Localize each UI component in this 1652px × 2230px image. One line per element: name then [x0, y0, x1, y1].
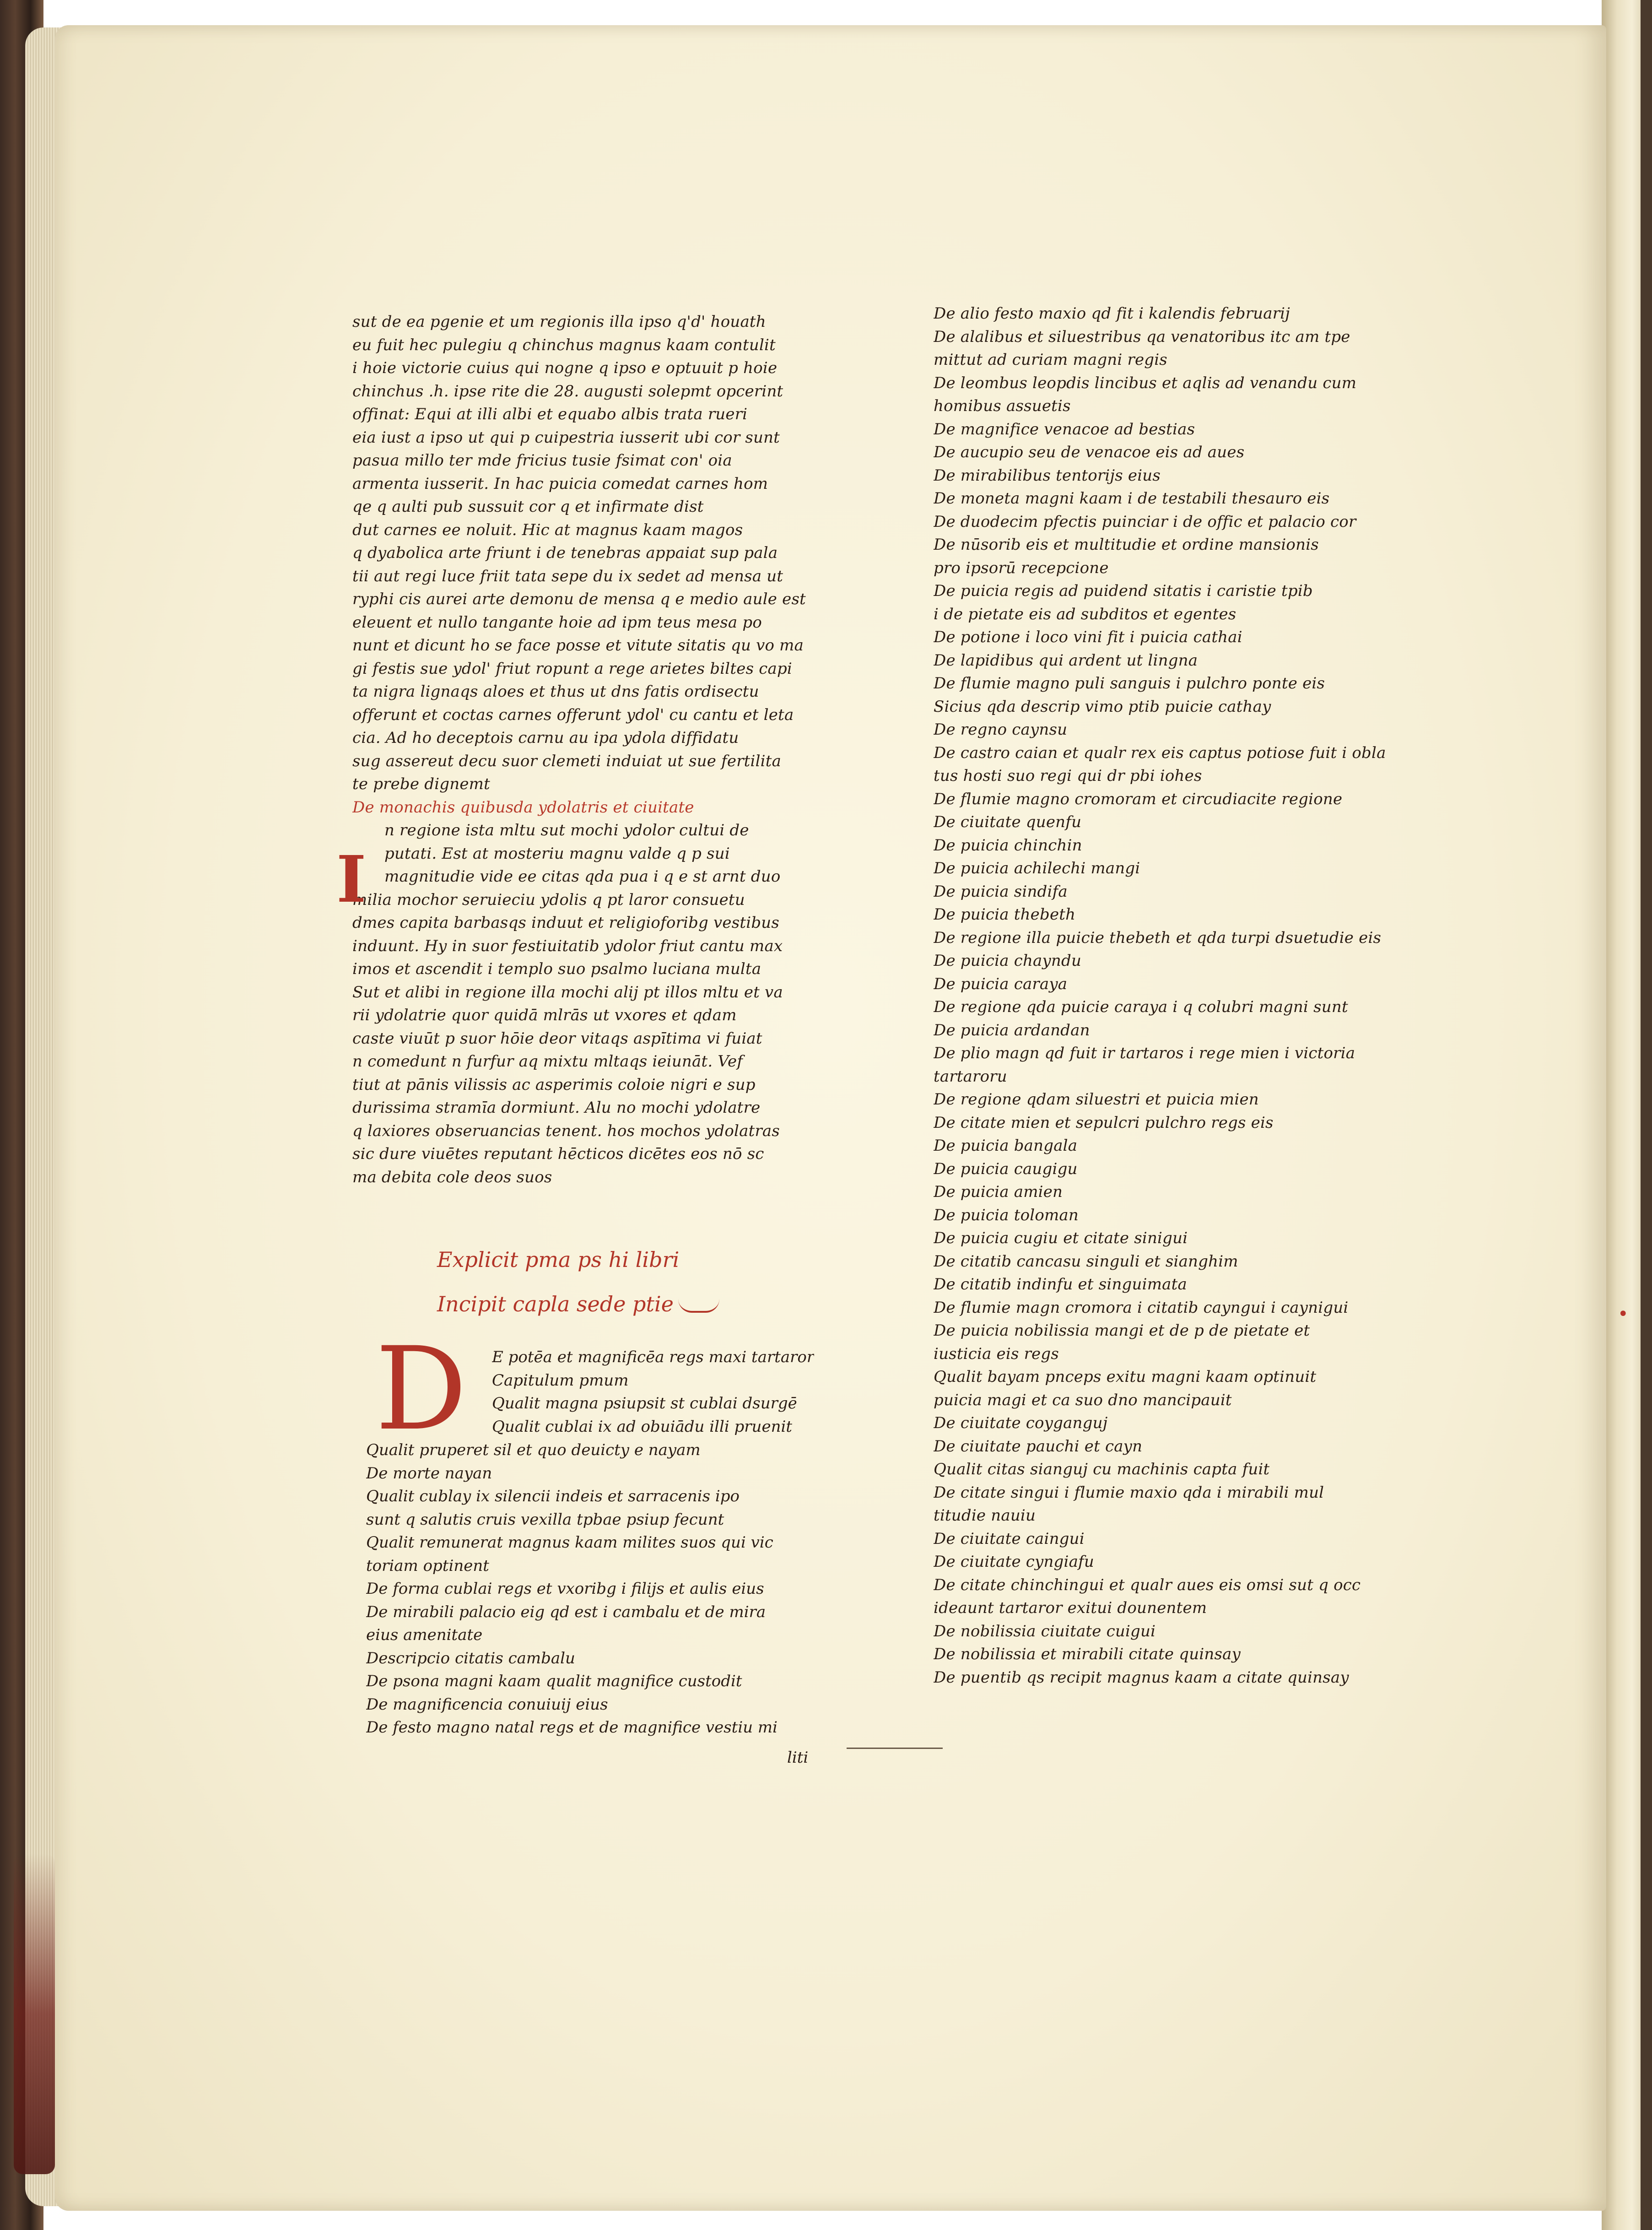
incipit-heading — [437, 1292, 719, 1316]
left-column-text — [352, 310, 851, 1189]
chapter-list-line: De regione illa puicie thebeth et qda turpi dsuetudie eis — [934, 928, 1382, 947]
text-line: offerunt et coctas carnes offerunt ydol' cu cantu et leta — [352, 705, 794, 724]
catchword: liti — [787, 1748, 809, 1767]
chapter-list-line: sunt q salutis cruis vexilla tpbae psiup fecunt — [366, 1510, 724, 1529]
chapter-list-line: De lapidibus qui ardent ut lingna — [934, 651, 1198, 670]
chapter-list-line: tus hosti suo regi qui dr pbi iohes — [934, 767, 1202, 785]
chapter-list-line: De ciuitate cyngiafu — [934, 1553, 1094, 1571]
text-line: putati. Est at mosteriu magnu valde q p sui — [384, 844, 730, 863]
text-line: sut de ea pgenie et um regionis illa ipso q'd' houath — [352, 313, 766, 331]
chapter-list-line: De puicia regis ad puidend sitatis i caristie tpib — [934, 582, 1313, 600]
text-line: te prebe dignemt — [352, 775, 490, 793]
text-line: armenta iusserit. In hac puicia comedat carnes hom — [352, 474, 768, 493]
rubric-heading: De monachis quibusda ydolatris et ciuitate — [352, 798, 694, 817]
chapter-list-line: Qualit bayam pnceps exitu magni kaam optinuit — [934, 1368, 1317, 1386]
chapter-list-line: De ciuitate quenfu — [934, 813, 1082, 831]
chapter-list-line: De aucupio seu de venacoe eis ad aues — [934, 443, 1245, 461]
text-line: ma debita cole deos suos — [352, 1168, 552, 1186]
chapter-list-line: De puicia nobilissia mangi et de p de pietate et — [934, 1321, 1310, 1340]
chapter-list-line: pro ipsorū recepcione — [934, 558, 1109, 577]
text-line: dmes capita barbasqs induut et religioforibg vestibus — [352, 914, 780, 932]
chapter-list-line: Qualit cublay ix silencii indeis et sarracenis ipo — [366, 1487, 740, 1505]
text-line: ryphi cis aurei arte demonu de mensa q e medio aule est — [352, 590, 806, 608]
text-line: q laxiores obseruancias tenent. hos mochos ydolatras — [352, 1121, 780, 1140]
chapter-list-line: De festo magno natal regs et de magnifice vestiu mi — [366, 1718, 778, 1737]
chapter-list-line: De mirabili palacio eig qd est i cambalu et de mira — [366, 1602, 766, 1621]
chapter-list-line: De plio magn qd fuit ir tartaros i rege mien i victoria — [934, 1044, 1355, 1062]
red-initial-d: D — [375, 1322, 467, 1456]
text-line: n regione ista mltu sut mochi ydolor cultui de — [384, 821, 749, 839]
text-line: nunt et dicunt ho se face posse et vitute sitatis qu vo ma — [352, 636, 804, 655]
chapter-list-line: De flumie magno cromoram et circudiacite regione — [934, 790, 1343, 808]
text-line: ta nigra lignaqs aloes et thus ut dns fatis ordisectu — [352, 682, 759, 701]
chapter-list-line: Qualit cublai ix ad obuiādu illi pruenit — [492, 1417, 793, 1436]
chapter-list-line: Descripcio citatis cambalu — [366, 1649, 575, 1667]
explicit-heading: Explicit pma ps hi libri — [437, 1247, 680, 1272]
chapter-list-line: De mirabilibus tentorijs eius — [934, 466, 1161, 485]
chapter-list-line: Capitulum pmum — [492, 1371, 629, 1390]
chapter-list-line: De citate singui i flumie maxio qda i mirabili mul — [934, 1483, 1324, 1502]
text-line: sic dure viuētes reputant hēcticos dicētes eos nō sc — [352, 1145, 764, 1163]
chapter-list-line: De leombus leopdis lincibus et aqlis ad venandu cum — [934, 373, 1357, 392]
chapter-list-line: De puicia cugiu et citate sinigui — [934, 1229, 1188, 1247]
chapter-list-line: De puicia achilechi mangi — [934, 859, 1140, 877]
text-line: q dyabolica arte friunt i de tenebras appaiat sup pala — [352, 544, 778, 562]
chapter-list-line: ideaunt tartaror exitui dounentem — [934, 1599, 1207, 1617]
chapter-list-line: De citate mien et sepulcri pulchro regs eis — [934, 1113, 1274, 1132]
chapter-list-line: De citatib cancasu singuli et sianghim — [934, 1252, 1238, 1271]
chapter-list-line: Qualit magna psiupsit st cublai dsurgē — [492, 1394, 797, 1413]
text-line: caste viuūt p suor hōie deor vitaqs aspītima vi fuiat — [352, 1029, 762, 1048]
chapter-list-line: De citate chinchingui et qualr aues eis omsi sut q occ — [934, 1575, 1361, 1594]
chapter-list-line: De flumie magn cromora i citatib cayngui i caynigui — [934, 1298, 1349, 1317]
chapter-list-line: De puentib qs recipit magnus kaam a citate quinsay — [934, 1668, 1349, 1687]
text-line: milia mochor seruieciu ydolis q pt laror consuetu — [352, 890, 745, 909]
chapter-list-line: toriam optinent — [366, 1556, 489, 1575]
chapter-list-line: Qualit citas sianguj cu machinis capta fuit — [934, 1460, 1270, 1478]
text-line: tii aut regi luce friit tata sepe du ix sedet ad mensa ut — [352, 567, 783, 585]
lower-left-chapter-list — [366, 1439, 777, 1739]
chapter-list-line: De regione qda puicie caraya i q colubri magni sunt — [934, 998, 1348, 1016]
incipit-heading-text: Incipit capla sede ptie — [437, 1292, 674, 1316]
chapter-list-line: De ciuitate caingui — [934, 1529, 1085, 1548]
chapter-list-line: E potēa et magnificēa regs maxi tartaror — [492, 1348, 815, 1366]
chapter-list-line: De nobilissia et mirabili citate quinsay — [934, 1645, 1241, 1663]
chapter-list-line: De puicia sindifa — [934, 882, 1068, 901]
chapter-list-line: De duodecim pfectis puinciar i de offic et palacio cor — [934, 512, 1356, 531]
text-line: sug assereut decu suor clemeti induiat ut sue fertilita — [352, 752, 782, 770]
chapter-list-line: De potione i loco vini fit i puicia cathai — [934, 628, 1242, 646]
text-line: gi festis sue ydol' friut ropunt a rege arietes biltes capi — [352, 659, 792, 678]
chapter-list-line: De psona magni kaam qualit magnifice custodit — [366, 1672, 742, 1690]
binding-stain — [14, 1854, 55, 2174]
text-line: induunt. Hy in suor festiuitatib ydolor friut cantu max — [352, 936, 783, 955]
text-line: n comedunt n furfur aq mixtu mltaqs ieiunāt. Vef — [352, 1052, 743, 1071]
chapter-list-line: De magnificencia conuiuij eius — [366, 1695, 608, 1714]
text-line: eia iust a ipso ut qui p cuipestria iusserit ubi cor sunt — [352, 428, 780, 447]
chapter-list-line: De castro caian et qualr rex eis captus potiose fuit i obla — [934, 743, 1386, 762]
chapter-list-line: De regione qdam siluestri et puicia mien — [934, 1090, 1259, 1109]
red-initial-i: I — [336, 842, 367, 917]
text-line: qe q aulti pub sussuit cor q et infirmate dist — [352, 498, 704, 516]
chapter-list-line: eius amenitate — [366, 1626, 483, 1644]
chapter-list-line: iusticia eis regs — [934, 1344, 1059, 1363]
right-column-text — [934, 302, 1446, 1689]
chapter-list-line: De puicia bangala — [934, 1137, 1078, 1155]
text-line: Sut et alibi in regione illa mochi alij pt illos mltu et va — [352, 983, 783, 1001]
chapter-list-line: Qualit pruperet sil et quo deuicty e nayam — [366, 1441, 701, 1459]
chapter-list-line: De puicia thebeth — [934, 905, 1076, 924]
text-line: durissima stramīa dormiunt. Alu no mochi ydolatre — [352, 1099, 761, 1117]
chapter-list-line: Sicius qda descrip vimo ptib puicie cathay — [934, 697, 1271, 716]
chapter-list-line: De flumie magno puli sanguis i pulchro ponte eis — [934, 674, 1325, 693]
book-cover-edge-right — [1641, 0, 1652, 2230]
chapter-list-line: De puicia amien — [934, 1183, 1063, 1201]
text-line: offinat: Equi at illi albi et equabo albis trata rueri — [352, 405, 748, 423]
text-line: cia. Ad ho deceptois carnu au ipa ydola diffidatu — [352, 729, 739, 747]
chapter-list-line: De puicia ardandan — [934, 1021, 1090, 1039]
chapter-list-line: De magnifice venacoe ad bestias — [934, 420, 1195, 438]
lower-left-initial-lines — [492, 1346, 814, 1438]
red-flourish — [678, 1299, 719, 1313]
chapter-list-line: Qualit remunerat magnus kaam milites suos qui vic — [366, 1533, 773, 1552]
chapter-list-line: De ciuitate coyganguj — [934, 1414, 1108, 1432]
chapter-list-line: titudie nauiu — [934, 1506, 1036, 1525]
chapter-list-line: mittut ad curiam magni regis — [934, 351, 1167, 369]
text-line: i hoie victorie cuius qui nogne q ipso e optuuit p hoie — [352, 359, 777, 377]
chapter-list-line: De forma cublai regs et vxoribg i filijs et aulis eius — [366, 1580, 764, 1598]
chapter-list-line: De moneta magni kaam i de testabili thesauro eis — [934, 489, 1330, 508]
chapter-list-line: puicia magi et ca suo dno mancipauit — [934, 1391, 1232, 1409]
chapter-list-line: i de pietate eis ad subditos et egentes — [934, 605, 1236, 623]
chapter-list-line: De puicia caugigu — [934, 1159, 1078, 1178]
chapter-list-line: homibus assuetis — [934, 397, 1071, 415]
chapter-list-line: De nūsorib eis et multitudie et ordine mansionis — [934, 536, 1319, 554]
chapter-list-line: De puicia toloman — [934, 1206, 1079, 1224]
chapter-list-line: De alio festo maxio qd fit i kalendis februarij — [934, 304, 1290, 323]
text-line: dut carnes ee noluit. Hic at magnus kaam magos — [352, 520, 743, 539]
chapter-list-line: De morte nayan — [366, 1464, 492, 1483]
chapter-list-line: De ciuitate pauchi et cayn — [934, 1437, 1143, 1456]
text-line: chinchus .h. ipse rite die 28. augusti solepmt opcerint — [352, 382, 783, 401]
catchword-rule — [847, 1748, 943, 1749]
text-line: eu fuit hec pulegiu q chinchus magnus kaam contulit — [352, 336, 776, 354]
chapter-list-line: De citatib indinfu et singuimata — [934, 1275, 1187, 1294]
chapter-list-line: De nobilissia ciuitate cuigui — [934, 1622, 1156, 1640]
text-line: imos et ascendit i templo suo psalmo luciana multa — [352, 960, 761, 978]
text-line: eleuent et nullo tangante hoie ad ipm teus mesa po — [352, 613, 762, 632]
text-line: rii ydolatrie quor quidā mlrās ut vxores et qdam — [352, 1006, 737, 1024]
chapter-list-line: tartaroru — [934, 1067, 1007, 1086]
text-line: pasua millo ter mde fricius tusie fsimat con' oia — [352, 451, 732, 470]
chapter-list-line: De puicia chinchin — [934, 836, 1082, 855]
chapter-list-line: De regno caynsu — [934, 720, 1068, 739]
chapter-list-line: De puicia chayndu — [934, 952, 1082, 970]
chapter-list-line: De alalibus et siluestribus qa venatoribus itc am tpe — [934, 327, 1350, 346]
chapter-list-line: De puicia caraya — [934, 974, 1068, 993]
text-line: tiut at pānis vilissis ac asperimis coloie nigri e sup — [352, 1075, 756, 1094]
margin-red-mark: • — [1618, 1304, 1629, 1325]
text-line: magnitudie vide ee citas qda pua i q e st arnt duo — [384, 867, 781, 886]
